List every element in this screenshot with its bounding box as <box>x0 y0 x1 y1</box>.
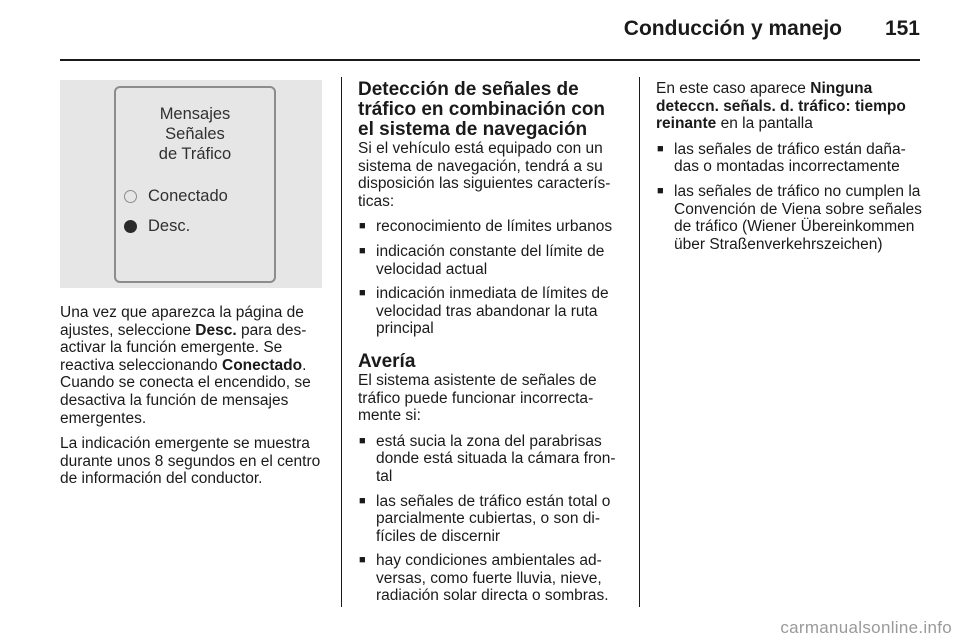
option-desc <box>124 218 190 236</box>
column-divider <box>639 77 640 607</box>
info-display-screen <box>114 86 276 283</box>
list-item-text: indicación constante del límite de velocidad actual <box>376 242 605 278</box>
column-divider <box>341 77 342 607</box>
list-item-text: está sucia la zona del parabrisas donde está situada la cámara frontal <box>376 432 616 485</box>
bold-term: Desc. <box>195 321 237 339</box>
paragraph-intro: El sistema asistente de señales de tráfico puede funcionar incorrectamente si: <box>358 371 597 425</box>
section-heading: Detección de señales de tráfico en combinación con el sistema de navegación <box>358 79 606 140</box>
list-item-text: hay condiciones ambientales adversas, como fuerte lluvia, nieve, radiación solar directa o sombras. <box>376 552 609 605</box>
malfunction-list-continued <box>656 141 922 254</box>
bullet-icon: ■ <box>359 244 366 257</box>
bullet-icon: ■ <box>359 220 366 233</box>
bullet-icon: ■ <box>359 494 366 507</box>
page-number: 151 <box>884 17 920 40</box>
column-left <box>60 80 324 496</box>
bold-term: Conectado <box>222 356 303 374</box>
header-rule <box>60 59 920 61</box>
bold-term: Ninguna deteccn. señals. d. tráfico: tiempo reinante <box>656 80 906 133</box>
list-item-text: las señales de tráfico están dañadas o montadas incorrectamente <box>674 140 906 176</box>
bullet-icon: ■ <box>359 554 366 567</box>
screen-menu-title <box>116 104 274 164</box>
list-item <box>656 183 922 253</box>
chapter-title: Conducción y manejo <box>623 17 842 40</box>
text-run: . Cuando se conecta el encendido, se desactiva la función de mensajes emergentes. <box>60 356 311 427</box>
text-run: para desactivar la función emergente. Se reactiva seleccionando <box>60 321 307 374</box>
feature-list <box>358 218 624 338</box>
list-item-text: las señales de tráfico están total o parcialmente cubiertas, o son difíciles de discernir <box>376 492 611 545</box>
bullet-icon: ■ <box>359 434 366 447</box>
list-item <box>358 285 624 338</box>
text-run: en la pantalla <box>716 115 813 133</box>
bullet-icon: ■ <box>359 287 366 300</box>
list-item <box>358 243 624 278</box>
list-item-text: las señales de tráfico no cumplen la Convención de Viena sobre señales de tráfico (Wiener Übereinkommen über Straßenverkehrszeichen) <box>674 182 922 253</box>
list-item <box>358 433 624 486</box>
bullet-icon: ■ <box>657 184 664 197</box>
paragraph-display-message <box>656 80 922 133</box>
column-middle <box>358 80 624 612</box>
list-item <box>358 218 624 236</box>
list-item <box>358 552 624 605</box>
paragraph-intro: Si el vehículo está equipado con un sistema de navegación, tendrá a su disposición las siguientes características: <box>358 140 611 210</box>
option-conectado <box>124 188 228 206</box>
list-item <box>358 493 624 546</box>
malfunction-list <box>358 433 624 605</box>
text-run: En este caso aparece <box>656 80 811 97</box>
radio-unselected-icon <box>124 190 137 203</box>
column-right <box>656 80 922 260</box>
screen-title-line: Señales <box>165 125 225 143</box>
screen-title-line: de Tráfico <box>158 145 232 163</box>
watermark-footer: carmanualsonline.info <box>780 618 952 637</box>
option-label: Conectado <box>148 187 228 205</box>
section-heading: Avería <box>358 350 416 372</box>
paragraph-settings <box>60 304 324 427</box>
option-label: Desc. <box>148 217 191 235</box>
text-run: Una vez que aparezca la página de ajustes, seleccione <box>60 304 304 339</box>
display-illustration <box>60 80 322 288</box>
page-header <box>60 0 920 66</box>
bullet-icon: ■ <box>657 142 664 155</box>
screen-title-line: Mensajes <box>159 105 231 123</box>
radio-selected-icon <box>124 220 137 233</box>
paragraph-popup-duration: La indicación emergente se muestra durante unos 8 segundos en el centro de información del conductor. <box>60 435 321 488</box>
list-item-text: reconocimiento de límites urbanos <box>376 218 613 236</box>
list-item-text: indicación inmediata de límites de velocidad tras abandonar la ruta principal <box>376 285 609 338</box>
list-item <box>656 141 922 176</box>
